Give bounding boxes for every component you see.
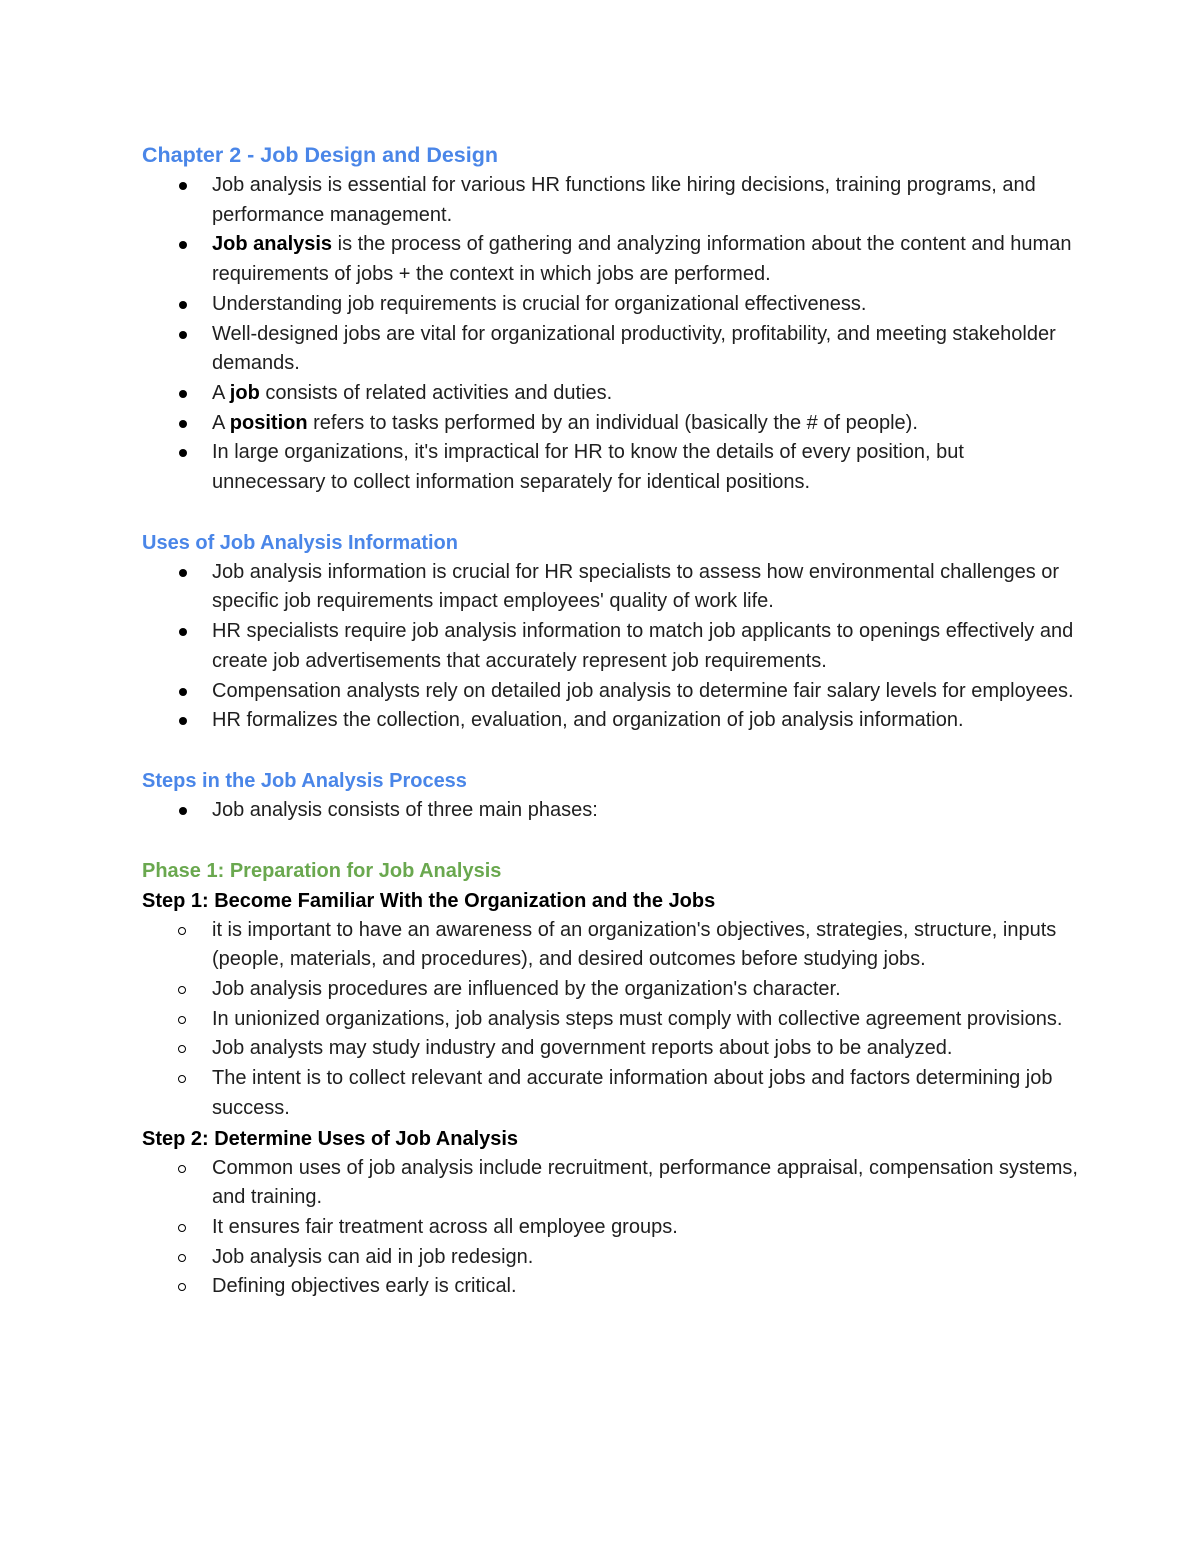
term-job: job <box>229 381 260 404</box>
bullet-icon <box>179 688 187 696</box>
bullet-icon <box>179 182 187 190</box>
list-item: Common uses of job analysis include recruitment, performance appraisal, compensation systems, and training. <box>142 1154 1082 1213</box>
step2-bullet-list <box>142 1154 1082 1303</box>
circle-bullet-icon <box>178 986 186 994</box>
step1-bullet-list <box>142 916 1082 1124</box>
bullet-icon <box>179 717 187 725</box>
list-item: In unionized organizations, job analysis steps must comply with collective agreement provisions. <box>142 1005 1082 1035</box>
term-position: position <box>229 411 308 434</box>
bullet-icon <box>179 241 187 249</box>
circle-bullet-icon <box>178 1045 186 1053</box>
list-item: Job analysis procedures are influenced by the organization's character. <box>142 975 1082 1005</box>
term-job-analysis: Job analysis <box>212 233 333 256</box>
list-item: A job consists of related activities and duties. <box>142 379 1082 409</box>
list-item: A position refers to tasks performed by an individual (basically the # of people). <box>142 409 1082 439</box>
list-item: Job analysis is the process of gathering and analyzing information about the content and human requirements of jobs + the context in which jobs are performed. <box>142 230 1082 289</box>
list-item: HR formalizes the collection, evaluation, and organization of job analysis information. <box>142 706 1082 736</box>
chapter-title: Chapter 2 - Job Design and Design <box>142 143 498 167</box>
bullet-icon <box>179 628 187 636</box>
document-content <box>142 139 1082 1302</box>
steps-bullet-list <box>142 796 1082 826</box>
list-item: In large organizations, it's impractical for HR to know the details of every position, but unnecessary to collect information separately for identical positions. <box>142 438 1082 497</box>
bullet-icon <box>179 301 187 309</box>
chapter-bullet-list <box>142 171 1082 498</box>
bullet-icon <box>179 569 187 577</box>
list-item: it is important to have an awareness of an organization's objectives, strategies, structure, inputs (people, materials, and procedures), and desired outcomes before studying jobs. <box>142 916 1082 975</box>
list-item: Compensation analysts rely on detailed job analysis to determine fair salary levels for employees. <box>142 677 1082 707</box>
phase-title: Phase 1: Preparation for Job Analysis <box>142 859 502 882</box>
list-item: It ensures fair treatment across all employee groups. <box>142 1213 1082 1243</box>
list-item: Job analysis information is crucial for HR specialists to assess how environmental challenges or specific job requirements impact employees' quality of work life. <box>142 558 1082 617</box>
bullet-icon <box>179 807 187 815</box>
list-item: HR specialists require job analysis information to match job applicants to openings effectively and create job advertisements that accurately represent job requirements. <box>142 617 1082 676</box>
circle-bullet-icon <box>178 1224 186 1232</box>
circle-bullet-icon <box>178 1254 186 1262</box>
list-item: The intent is to collect relevant and accurate information about jobs and factors determining job success. <box>142 1064 1082 1123</box>
step-title: Step 1: Become Familiar With the Organization and the Jobs <box>142 889 716 912</box>
circle-bullet-icon <box>178 927 186 935</box>
bullet-icon <box>179 420 187 428</box>
list-item: Understanding job requirements is crucial for organizational effectiveness. <box>142 290 1082 320</box>
step-title: Step 2: Determine Uses of Job Analysis <box>142 1127 519 1150</box>
circle-bullet-icon <box>178 1016 186 1024</box>
circle-bullet-icon <box>178 1165 186 1173</box>
uses-bullet-list <box>142 558 1082 736</box>
section-title-steps: Steps in the Job Analysis Process <box>142 769 467 792</box>
list-item: Defining objectives early is critical. <box>142 1272 1082 1302</box>
bullet-icon <box>179 390 187 398</box>
list-item: Well-designed jobs are vital for organizational productivity, profitability, and meeting stakeholder demands. <box>142 320 1082 379</box>
bullet-icon <box>179 449 187 457</box>
bullet-icon <box>179 331 187 339</box>
list-item: Job analysis is essential for various HR functions like hiring decisions, training programs, and performance management. <box>142 171 1082 230</box>
list-item: Job analysts may study industry and government reports about jobs to be analyzed. <box>142 1034 1082 1064</box>
circle-bullet-icon <box>178 1283 186 1291</box>
circle-bullet-icon <box>178 1075 186 1083</box>
section-title-uses: Uses of Job Analysis Information <box>142 531 458 554</box>
list-item: Job analysis consists of three main phases: <box>142 796 1082 826</box>
list-item: Job analysis can aid in job redesign. <box>142 1243 1082 1273</box>
